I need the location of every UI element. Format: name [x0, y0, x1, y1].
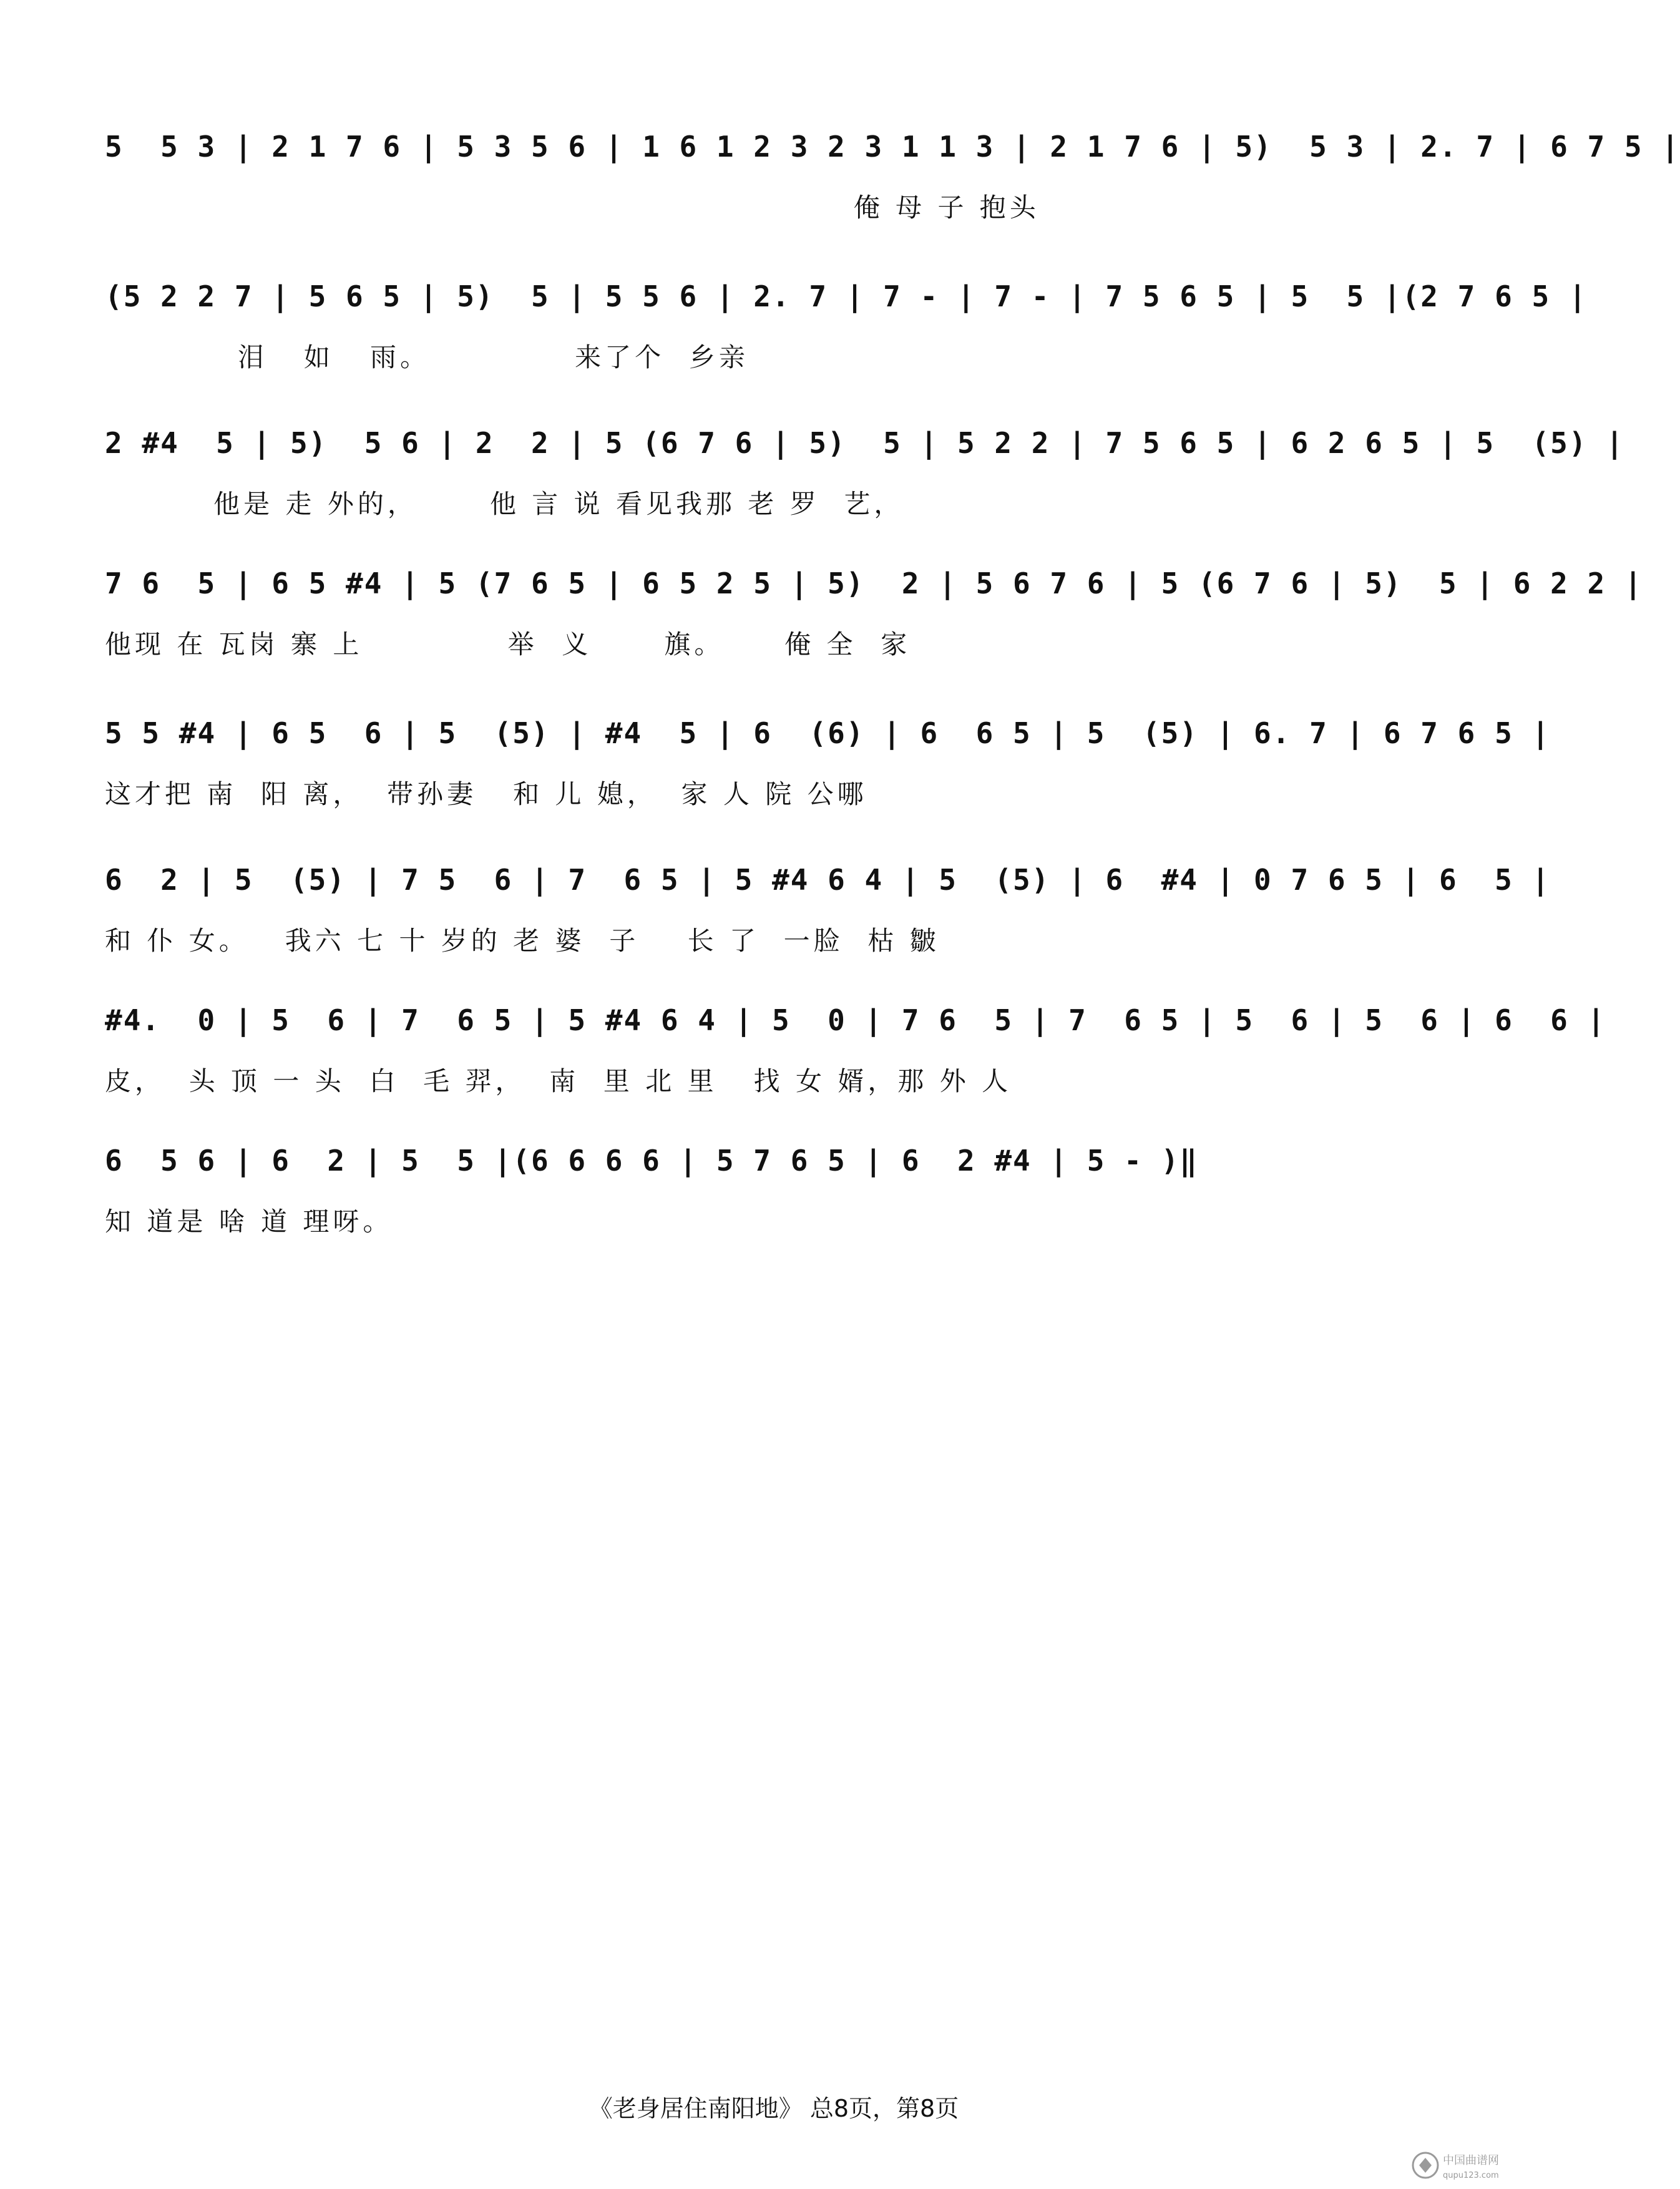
score-system-3: [105, 409, 1624, 558]
score-system-5: [105, 699, 1551, 849]
lyrics-line: 泪 如 雨。 来了个 乡亲: [105, 342, 749, 373]
notation-line: 5 5 #4 | 6 5 6 | 5 (5) | #4 5 | 6 (6) | 6 6 5 | 5 (5) | 6. 7 | 6 7 6 5 |: [105, 716, 1551, 750]
lyrics-line: 皮， 头 顶 一 头 白 毛 羿， 南 里 北 里 找 女 婿，那 外 人: [105, 1066, 1012, 1096]
score-system-6: [105, 846, 1551, 995]
score-system-7: [105, 986, 1606, 1136]
lyrics-line: 这才把 南 阳 离， 带孙妻 和 儿 媳， 家 人 院 公哪: [105, 779, 867, 809]
notation-line: 7 6 5 | 6 5 #4 | 5 (7 6 5 | 6 5 2 5 | 5) 2 | 5 6 7 6 | 5 (6 7 6 | 5) 5 | 6 2 2 |: [105, 567, 1643, 600]
lyrics-line: 他现 在 瓦岗 寨 上 举 义 旗。 俺 全 家: [105, 629, 911, 660]
watermark-graphic: [1410, 2147, 1535, 2184]
watermark-url-text: qupu123.com: [1443, 2171, 1499, 2180]
notation-line: 2 #4 5 | 5) 5 6 | 2 2 | 5 (6 7 6 | 5) 5 | 5 2 2 | 7 5 6 5 | 6 2 6 5 | 5 (5) |: [105, 426, 1624, 460]
lyrics-line: 俺 母 子 抱头: [105, 192, 1040, 223]
notation-line: 5 5 3 | 2 1 7 6 | 5 3 5 6 | 1 6 1 2 3 2 3 1 1 3 | 2 1 7 6 | 5) 5 3 | 2. 7 | 6 7 5 |: [105, 130, 1680, 163]
score-system-4: [105, 549, 1643, 699]
lyrics-line: 他是 走 外的， 他 言 说 看见我那 老 罗 艺，: [105, 489, 904, 519]
score-system-8: [105, 1126, 1465, 1276]
lyrics-line: 和 仆 女。 我六 七 十 岁的 老 婆 子 长 了 一脸 枯 皺: [105, 925, 940, 956]
lyrics-line: 知 道是 啥 道 理呀。: [105, 1206, 393, 1237]
page-footer-caption: 《老身居住南阳地》 总8页，第8页: [588, 2095, 959, 2122]
score-system-1: [105, 112, 1680, 262]
notation-line: (5 2 2 7 | 5 6 5 | 5) 5 | 5 5 6 | 2. 7 | 7 - | 7 - | 7 5 6 5 | 5 5 |(2 7 6 5 |: [105, 280, 1588, 313]
watermark-brand-text: 中国曲谱网: [1443, 2154, 1499, 2167]
notation-line: 6 5 6 | 6 2 | 5 5 |(6 6 6 6 | 5 7 6 5 | 6 2 #4 | 5 - )‖: [105, 1144, 1198, 1177]
site-logo-icon: [1410, 2147, 1535, 2184]
score-system-2: [105, 262, 1588, 412]
notation-line: 6 2 | 5 (5) | 7 5 6 | 7 6 5 | 5 #4 6 4 | 5 (5) | 6 #4 | 0 7 6 5 | 6 5 |: [105, 863, 1551, 897]
notation-line: #4. 0 | 5 6 | 7 6 5 | 5 #4 6 4 | 5 0 | 7 6 5 | 7 6 5 | 5 6 | 5 6 | 6 6 |: [105, 1003, 1606, 1037]
